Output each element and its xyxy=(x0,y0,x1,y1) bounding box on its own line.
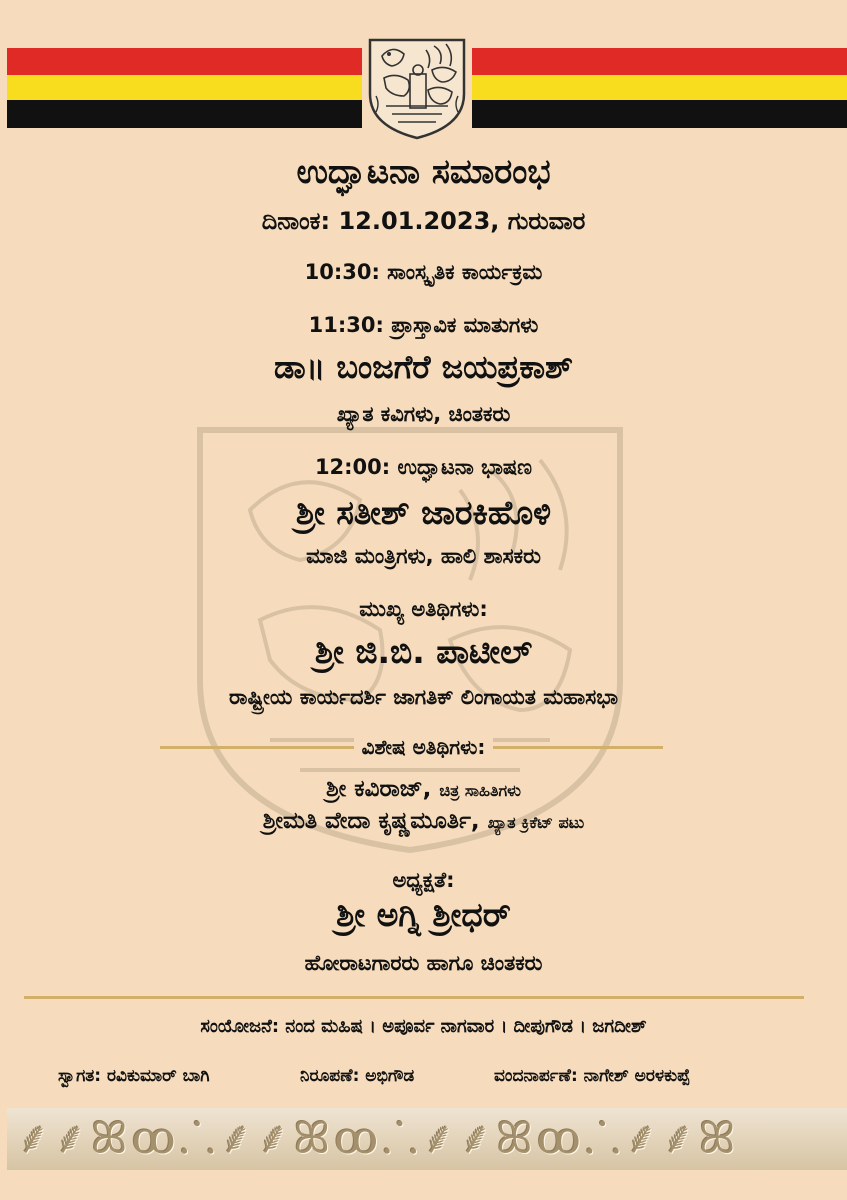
special-guest-2-desc: ಖ್ಯಾತ ಕ್ರಿಕೆಟ್ ಪಟು xyxy=(487,813,585,832)
chief-guest-label: ಮುಖ್ಯ ಅತಿಥಿಗಳು: xyxy=(359,597,488,621)
special-guest-1-name: ಶ್ರೀ ಕವಿರಾಜ್, xyxy=(326,776,432,802)
special-guest-1-desc: ಚಿತ್ರ ಸಾಹಿತಿಗಳು xyxy=(439,781,521,800)
event-date: ದಿನಾಂಕ: 12.01.2023, ಗುರುವಾರ xyxy=(261,207,586,235)
chief-guest-name: ಶ್ರೀ ಜಿ.ಬಿ. ಪಾಟೀಲ್ xyxy=(314,632,533,671)
divider-footer xyxy=(24,996,804,999)
schedule-intro: 11:30: ಪ್ರಾಸ್ತಾವಿಕ ಮಾತುಗಳು xyxy=(308,313,539,337)
presidency-desc: ಹೋರಾಟಗಾರರು ಹಾಗೂ ಚಿಂತಕರು xyxy=(304,951,543,975)
intro-speaker-name: ಡಾ॥ ಬಂಜಗೆರೆ ಜಯಪ್ರಕಾಶ್ xyxy=(274,348,573,386)
special-guest-1 xyxy=(0,776,847,802)
welcome-credit: ಸ್ವಾಗತ: ರವಿಕುಮಾರ್ ಬಾಗಿ xyxy=(58,1066,210,1086)
chief-guest-desc: ರಾಷ್ಟ್ರೀಯ ಕಾರ್ಯದರ್ಶಿ ಜಾಗತಿಕ್ ಲಿಂಗಾಯತ ಮಹಾಸಭಾ xyxy=(228,685,619,709)
special-guest-2-name: ಶ್ರೀಮತಿ ವೇದಾ ಕೃಷ್ಣಮೂರ್ತಿ, xyxy=(262,808,480,834)
intro-speaker-desc: ಖ್ಯಾತ ಕವಿಗಳು, ಚಿಂತಕರು xyxy=(336,402,511,426)
special-guests-heading xyxy=(0,735,847,759)
schedule-inauguration: 12:00: ಉದ್ಘಾಟನಾ ಭಾಷಣ xyxy=(314,455,533,479)
inaug-speaker-name: ಶ್ರೀ ಸತೀಶ್ ಜಾರಕಿಹೊಳಿ xyxy=(295,493,552,532)
presidency-name: ಶ್ರೀ ಅಗ್ನಿ ಶ್ರೀಧರ್ xyxy=(336,895,511,934)
schedule-cultural: 10:30: ಸಾಂಸ್ಕೃತಿಕ ಕಾರ್ಯಕ್ರಮ xyxy=(304,260,543,284)
presidency-label: ಅಧ್ಯಕ್ಷತೆ: xyxy=(392,868,455,892)
anchor-credit: ನಿರೂಪಣೆ: ಅಭಿಗೌಡ xyxy=(300,1066,415,1086)
special-guest-2 xyxy=(0,808,847,834)
thanks-credit: ವಂದನಾರ್ಪಣೆ: ನಾಗೇಶ್ ಅರಳಕುಪ್ಪೆ xyxy=(494,1066,691,1086)
halmidi-inscription-band xyxy=(7,1108,847,1170)
organizers-line: ಸಂಯೋಜನೆ: ನಂದ ಮಹಿಷ । ಅಪೂರ್ವ ನಾಗವಾರ । ದೀಪುಗೌಡ । ಜಗದೀಶ್ xyxy=(200,1016,647,1037)
inaug-speaker-desc: ಮಾಜಿ ಮಂತ್ರಿಗಳು, ಹಾಲಿ ಶಾಸಕರು xyxy=(306,544,541,568)
event-title: ಉದ್ಘಾಟನಾ ಸಮಾರಂಭ xyxy=(296,152,551,192)
inscription-glyphs-icon: ⸙⸙ꕤꝏ⸫⸙⸙ꕤꝏ⸫⸙⸙ꕤꝏ⸫⸙⸙ꕤ xyxy=(17,1113,740,1164)
kadamba-emblem-icon xyxy=(362,34,472,142)
special-guests-label: ವಿಶೇಷ ಅತಿಥಿಗಳು: xyxy=(354,735,494,759)
